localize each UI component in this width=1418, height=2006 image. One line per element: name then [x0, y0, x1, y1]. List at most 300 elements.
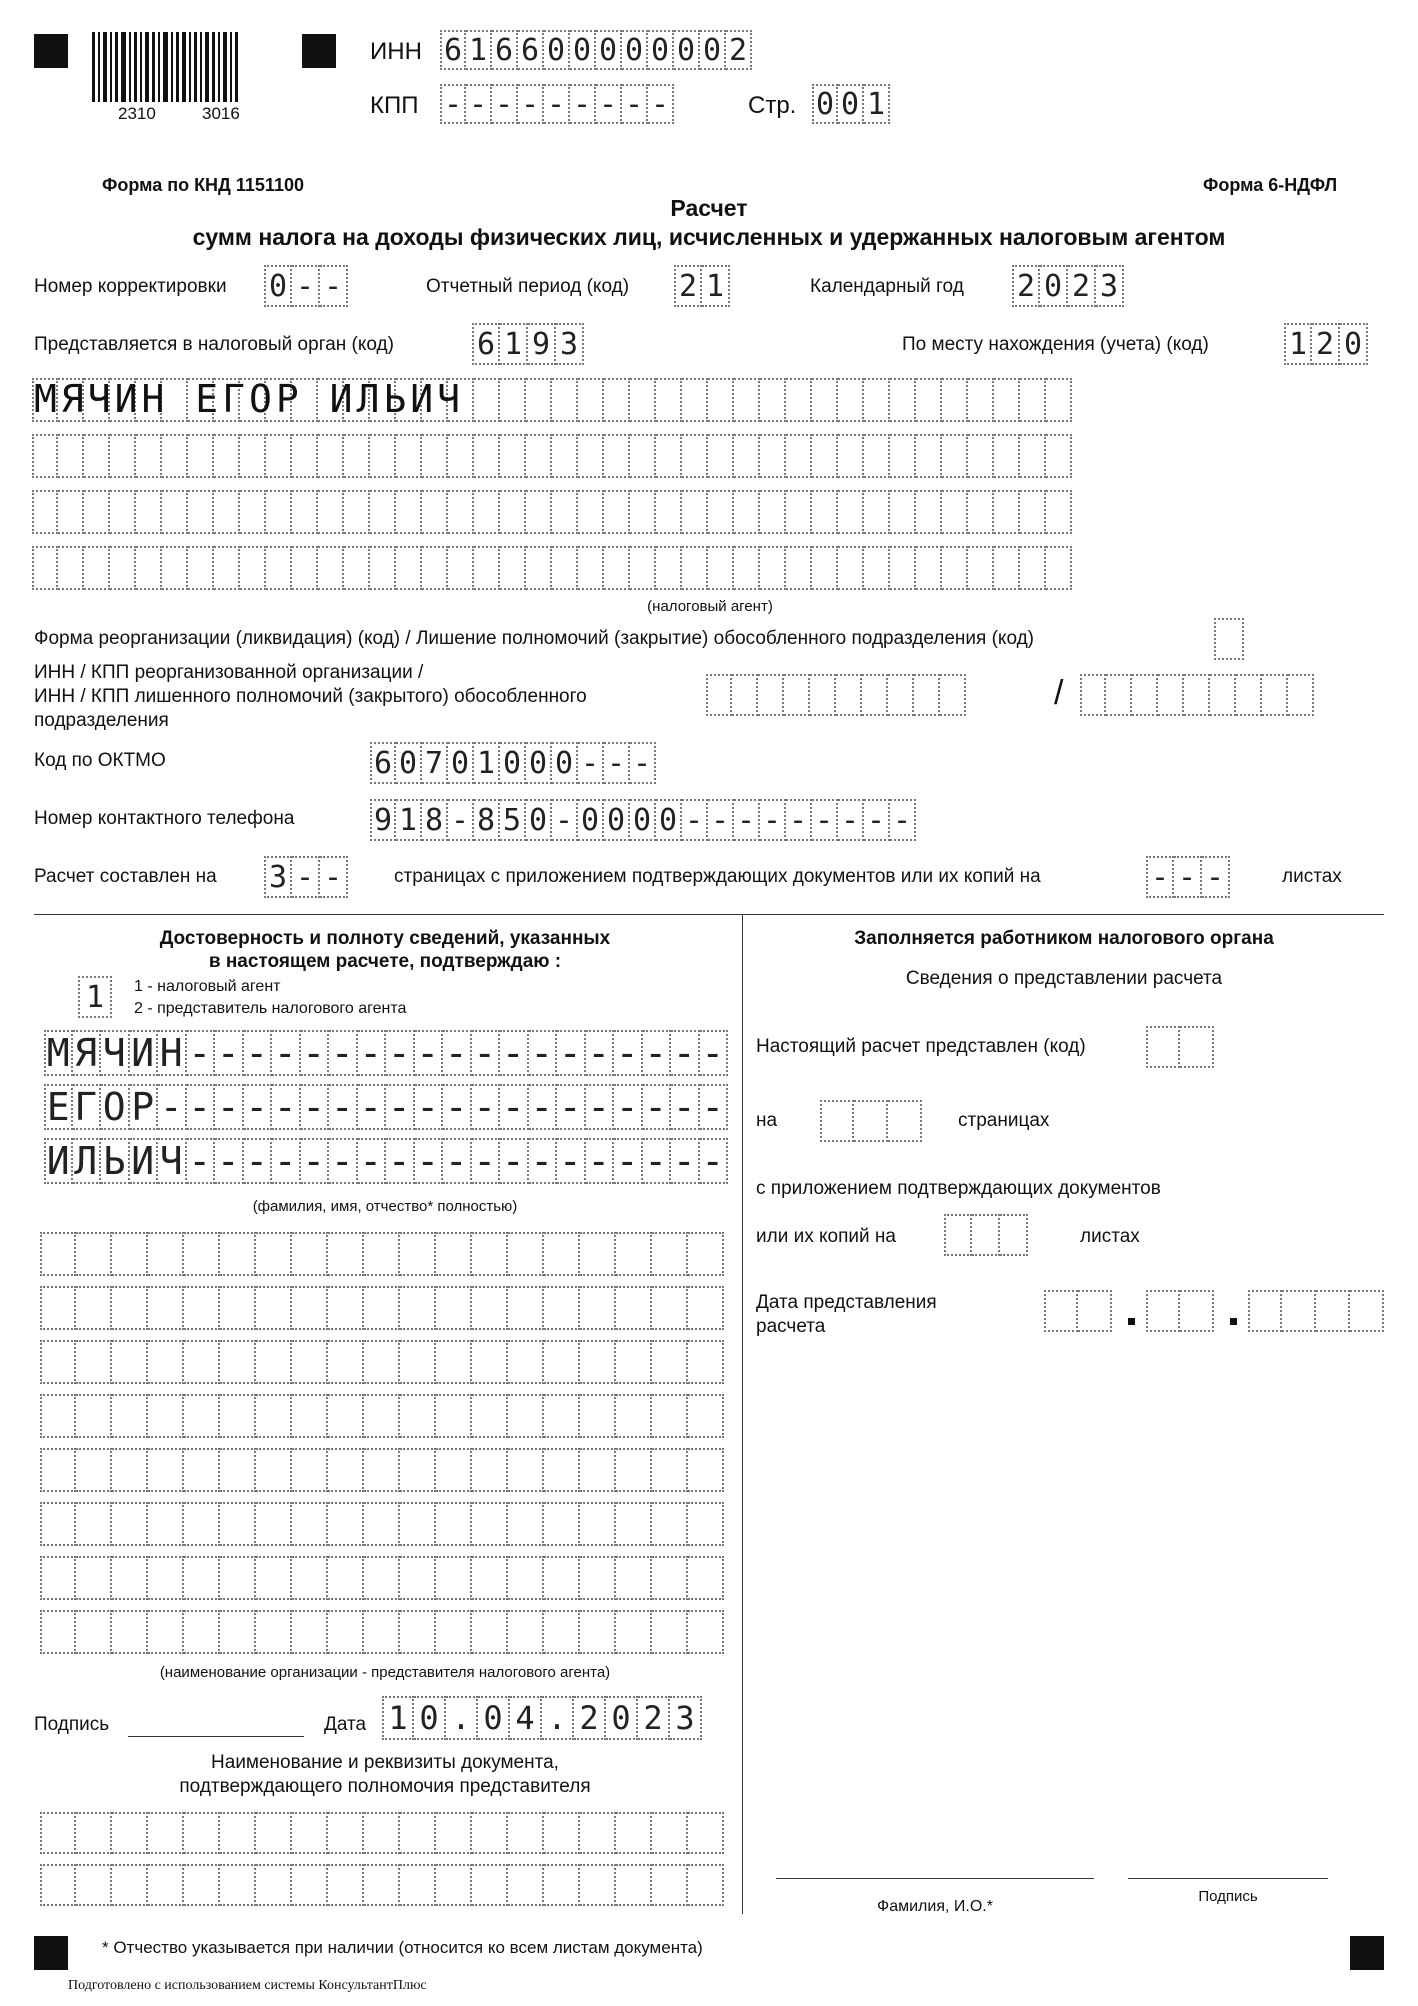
char-cell	[472, 1864, 508, 1906]
char-cell	[864, 434, 890, 478]
char-cell: -	[518, 84, 544, 124]
char-cell	[436, 1232, 472, 1276]
char-cell	[616, 1232, 652, 1276]
char-cell: -	[215, 1084, 244, 1130]
char-cell	[474, 546, 500, 590]
char-cell: -	[1146, 856, 1174, 898]
char-cell	[526, 490, 552, 534]
char-cell	[256, 1610, 292, 1654]
char-cell	[400, 1502, 436, 1546]
char-cell	[526, 434, 552, 478]
char-cell: -	[700, 1138, 729, 1184]
barcode-bar	[200, 32, 202, 102]
char-cell	[184, 1394, 220, 1438]
barcode-bar	[189, 32, 191, 102]
char-cell	[188, 546, 214, 590]
char-cell	[188, 490, 214, 534]
char-cell: 0	[838, 84, 864, 124]
org-row-6	[40, 1502, 724, 1546]
phone-label: Номер контактного телефона	[34, 808, 295, 829]
char-cell	[436, 1394, 472, 1438]
char-cell	[1158, 674, 1184, 716]
char-cell	[400, 1864, 436, 1906]
char-cell	[472, 1502, 508, 1546]
char-cell: 9	[528, 323, 556, 365]
char-cell: -	[643, 1084, 672, 1130]
char-cell	[370, 490, 396, 534]
char-cell	[220, 1610, 256, 1654]
char-cell	[112, 1556, 148, 1600]
char-cell: -	[215, 1030, 244, 1076]
char-cell	[580, 1448, 616, 1492]
char-cell: -	[301, 1138, 330, 1184]
char-cell	[820, 1100, 854, 1142]
oktmo-label: Код по ОКТМО	[34, 750, 166, 771]
char-cell	[968, 434, 994, 478]
char-cell	[256, 1556, 292, 1600]
kpp-label: КПП	[370, 92, 419, 119]
char-cell: -	[329, 1030, 358, 1076]
pages-count-field	[264, 856, 348, 898]
char-cell: 1	[1284, 323, 1312, 365]
char-cell	[112, 1502, 148, 1546]
char-cell: -	[578, 742, 604, 784]
sheets-label: листах	[1282, 866, 1342, 887]
char-cell	[472, 1610, 508, 1654]
barcode-bar	[115, 32, 118, 102]
char-cell	[994, 546, 1020, 590]
char-cell	[148, 1864, 184, 1906]
char-cell	[688, 1286, 724, 1330]
char-cell	[942, 490, 968, 534]
char-cell	[688, 1232, 724, 1276]
page-number-field	[812, 84, 890, 124]
char-cell: 0	[596, 30, 622, 70]
org-row-2	[40, 1286, 724, 1330]
char-cell: -	[386, 1084, 415, 1130]
location-label: По месту нахождения (учета) (код)	[902, 334, 1209, 355]
received-sheets-label: листах	[1080, 1226, 1140, 1247]
char-cell: 0	[606, 1696, 638, 1740]
char-cell: -	[158, 1084, 187, 1130]
year-field	[1012, 265, 1124, 307]
form-title: Расчет	[670, 195, 748, 221]
char-cell: -	[272, 1084, 301, 1130]
barcode-bar	[171, 32, 173, 102]
signer-surname-field	[44, 1030, 728, 1076]
submit-date-month	[1146, 1290, 1214, 1332]
char-cell: .	[542, 1696, 574, 1740]
char-cell	[656, 434, 682, 478]
char-cell	[1046, 490, 1072, 534]
char-cell	[292, 1286, 328, 1330]
char-cell: 1	[500, 323, 528, 365]
sign-date-field	[382, 1696, 702, 1740]
char-cell: -	[472, 1030, 501, 1076]
char-cell	[148, 1340, 184, 1384]
char-cell	[184, 1864, 220, 1906]
char-cell	[508, 1864, 544, 1906]
char-cell	[240, 434, 266, 478]
barcode-bar	[230, 32, 232, 102]
reorg-inn-label-3: подразделения	[34, 710, 169, 731]
char-cell	[400, 1448, 436, 1492]
char-cell	[184, 1286, 220, 1330]
char-cell	[544, 1502, 580, 1546]
char-cell	[1248, 1290, 1282, 1332]
char-cell	[474, 378, 500, 422]
char-cell	[968, 490, 994, 534]
char-cell	[344, 546, 370, 590]
char-cell	[76, 1502, 112, 1546]
char-cell	[526, 546, 552, 590]
char-cell	[838, 378, 864, 422]
char-cell	[148, 1232, 184, 1276]
signature-label: Подпись	[34, 1714, 110, 1735]
char-cell	[652, 1232, 688, 1276]
char-cell: -	[272, 1030, 301, 1076]
char-cell	[890, 378, 916, 422]
char-cell	[786, 434, 812, 478]
char-cell	[396, 490, 422, 534]
char-cell	[1046, 434, 1072, 478]
char-cell: 3	[264, 856, 292, 898]
char-cell	[436, 1502, 472, 1546]
char-cell	[760, 434, 786, 478]
char-cell: 0	[630, 799, 656, 841]
char-cell	[266, 546, 292, 590]
form-subtitle: сумм налога на доходы физических лиц, исчисленных и удержанных налоговым агентом	[192, 224, 1226, 250]
char-cell	[364, 1812, 400, 1854]
char-cell	[1262, 674, 1288, 716]
char-cell	[184, 1556, 220, 1600]
char-cell: 1	[702, 265, 730, 307]
corner-marker-bottom-right	[1350, 1936, 1384, 1970]
org-row-5	[40, 1448, 724, 1492]
char-cell: -	[864, 799, 890, 841]
form-name: Форма 6-НДФЛ	[1203, 175, 1338, 195]
char-cell: -	[386, 1138, 415, 1184]
char-cell	[652, 1610, 688, 1654]
phone-field	[370, 799, 916, 841]
reorg-kpp-field	[1080, 674, 1314, 716]
inspector-sign-caption: Подпись	[1198, 1888, 1258, 1905]
char-cell	[812, 378, 838, 422]
reorg-slash: /	[1054, 674, 1064, 712]
char-cell: -	[443, 1030, 472, 1076]
char-cell	[940, 674, 966, 716]
char-cell	[364, 1502, 400, 1546]
inspector-fio-line	[776, 1878, 1094, 1879]
char-cell	[580, 1340, 616, 1384]
page-label: Стр.	[748, 92, 797, 119]
char-cell: -	[557, 1030, 586, 1076]
char-cell: 5	[500, 799, 526, 841]
char-cell: 6	[370, 742, 396, 784]
char-cell: -	[570, 84, 596, 124]
char-cell	[652, 1556, 688, 1600]
char-cell	[76, 1340, 112, 1384]
char-cell	[578, 490, 604, 534]
barcode-bar	[110, 32, 112, 102]
char-cell: -	[760, 799, 786, 841]
char-cell	[760, 490, 786, 534]
char-cell	[838, 434, 864, 478]
char-cell: 0	[1340, 323, 1368, 365]
correction-label: Номер корректировки	[34, 276, 227, 297]
char-cell: -	[557, 1138, 586, 1184]
char-cell: -	[604, 742, 630, 784]
char-cell: -	[292, 856, 320, 898]
signer-option-1: 1 - налоговый агент	[134, 978, 281, 995]
char-cell	[112, 1864, 148, 1906]
char-cell	[328, 1812, 364, 1854]
char-cell	[888, 1100, 922, 1142]
char-cell: -	[329, 1084, 358, 1130]
char-cell: -	[301, 1084, 330, 1130]
char-cell: 2	[1012, 265, 1040, 307]
char-cell	[318, 546, 344, 590]
received-sheets-field	[944, 1214, 1028, 1256]
char-cell	[552, 378, 578, 422]
char-cell	[292, 1610, 328, 1654]
org-caption: (наименование организации - представителя налогового агента)	[159, 1664, 611, 1681]
char-cell	[1106, 674, 1132, 716]
char-cell	[292, 1864, 328, 1906]
char-cell	[112, 1448, 148, 1492]
prepared-by: Подготовлено с использованием системы КонсультантПлюс	[68, 1978, 427, 1993]
char-cell	[112, 1394, 148, 1438]
char-cell	[364, 1864, 400, 1906]
char-cell: -	[244, 1030, 273, 1076]
char-cell	[112, 1610, 148, 1654]
kpp-field	[440, 84, 674, 124]
char-cell	[370, 434, 396, 478]
char-cell	[1184, 674, 1210, 716]
char-cell: -	[529, 1084, 558, 1130]
char-cell: -	[358, 1138, 387, 1184]
char-cell	[1214, 618, 1244, 660]
char-cell	[328, 1340, 364, 1384]
submitted-code-label: Настоящий расчет представлен (код)	[756, 1036, 1086, 1057]
char-cell	[682, 378, 708, 422]
char-cell	[1316, 1290, 1350, 1332]
char-cell	[184, 1340, 220, 1384]
char-cell	[364, 1610, 400, 1654]
char-cell: -	[301, 1030, 330, 1076]
tax-office-section-subheading: Сведения о представлении расчета	[905, 968, 1223, 989]
char-cell	[76, 1610, 112, 1654]
char-cell: 6	[440, 30, 466, 70]
fio-caption: (фамилия, имя, отчество* полностью)	[252, 1198, 518, 1215]
barcode-bar	[145, 32, 149, 102]
char-cell	[1350, 1290, 1384, 1332]
char-cell	[58, 434, 84, 478]
char-cell	[364, 1340, 400, 1384]
char-cell	[422, 434, 448, 478]
char-cell	[292, 1502, 328, 1546]
char-cell	[500, 434, 526, 478]
char-cell: 6	[472, 323, 500, 365]
char-cell	[84, 490, 110, 534]
tax-agent-row-4	[32, 546, 1072, 590]
char-cell	[328, 1864, 364, 1906]
char-cell	[616, 1286, 652, 1330]
char-cell	[40, 1864, 76, 1906]
char-cell	[240, 490, 266, 534]
char-cell	[148, 1448, 184, 1492]
char-cell	[916, 434, 942, 478]
char-cell: -	[630, 742, 656, 784]
char-cell: -	[529, 1030, 558, 1076]
char-cell: -	[187, 1138, 216, 1184]
char-cell	[1180, 1290, 1214, 1332]
char-cell	[838, 490, 864, 534]
char-cell	[328, 1556, 364, 1600]
barcode-bar	[140, 32, 142, 102]
char-cell	[436, 1812, 472, 1854]
pages-mid-text: страницах с приложением подтверждающих документов или их копий на	[394, 866, 1041, 887]
char-cell: -	[443, 1138, 472, 1184]
barcode-bar	[194, 32, 197, 102]
char-cell: -	[671, 1030, 700, 1076]
char-cell: -	[415, 1138, 444, 1184]
char-cell	[40, 1286, 76, 1330]
char-cell: -	[614, 1030, 643, 1076]
char-cell	[652, 1502, 688, 1546]
char-cell	[292, 1448, 328, 1492]
char-cell	[472, 1286, 508, 1330]
char-cell: 2	[638, 1696, 670, 1740]
char-cell	[688, 1556, 724, 1600]
inn-label: ИНН	[370, 38, 422, 65]
char-cell	[760, 378, 786, 422]
char-cell	[40, 1394, 76, 1438]
char-cell: -	[614, 1084, 643, 1130]
char-cell: 1	[864, 84, 890, 124]
barcode-bar	[163, 32, 168, 102]
barcode-bar	[103, 32, 107, 102]
org-row-8	[40, 1610, 724, 1654]
char-cell	[1046, 378, 1072, 422]
char-cell	[652, 1286, 688, 1330]
char-cell: 3	[670, 1696, 702, 1740]
char-cell	[220, 1556, 256, 1600]
char-cell	[364, 1232, 400, 1276]
char-cell: -	[500, 1084, 529, 1130]
char-cell	[1020, 490, 1046, 534]
char-cell: 1	[382, 1696, 414, 1740]
char-cell	[110, 546, 136, 590]
char-cell	[400, 1232, 436, 1276]
char-cell	[508, 1448, 544, 1492]
char-cell	[292, 546, 318, 590]
char-cell: -	[586, 1030, 615, 1076]
char-cell	[1288, 674, 1314, 716]
correction-number-field	[264, 265, 348, 307]
period-code-field	[674, 265, 730, 307]
char-cell: -	[622, 84, 648, 124]
char-cell: 1	[78, 976, 112, 1018]
char-cell	[474, 490, 500, 534]
char-cell	[162, 546, 188, 590]
char-cell: -	[544, 84, 570, 124]
char-cell: И	[130, 1030, 159, 1076]
char-cell	[604, 434, 630, 478]
char-cell: 0	[396, 742, 422, 784]
char-cell: 0	[656, 799, 682, 841]
char-cell	[364, 1448, 400, 1492]
tax-agent-name: МЯЧИН ЕГОР ИЛЬИЧ	[34, 377, 465, 421]
char-cell	[220, 1340, 256, 1384]
char-cell	[580, 1556, 616, 1600]
char-cell: -	[386, 1030, 415, 1076]
char-cell: 0	[674, 30, 700, 70]
char-cell: 0	[414, 1696, 446, 1740]
char-cell: 2	[674, 265, 702, 307]
attach-label-1: с приложением подтверждающих документов	[756, 1178, 1161, 1199]
char-cell: 0	[1040, 265, 1068, 307]
char-cell	[396, 434, 422, 478]
char-cell	[810, 674, 836, 716]
char-cell	[942, 434, 968, 478]
char-cell: -	[415, 1030, 444, 1076]
barcode-bar	[218, 32, 220, 102]
char-cell	[500, 490, 526, 534]
char-cell	[76, 1556, 112, 1600]
char-cell	[364, 1556, 400, 1600]
signer-name-field	[44, 1084, 728, 1130]
char-cell	[942, 546, 968, 590]
char-cell	[616, 1864, 652, 1906]
char-cell	[732, 674, 758, 716]
char-cell	[544, 1394, 580, 1438]
char-cell	[400, 1394, 436, 1438]
char-cell	[1236, 674, 1262, 716]
char-cell: -	[187, 1030, 216, 1076]
char-cell: -	[812, 799, 838, 841]
char-cell	[500, 546, 526, 590]
org-row-1	[40, 1232, 724, 1276]
char-cell	[688, 1448, 724, 1492]
char-cell	[448, 434, 474, 478]
char-cell: О	[101, 1084, 130, 1130]
corner-marker-top-right	[302, 34, 336, 68]
char-cell	[256, 1812, 292, 1854]
char-cell: 2	[1068, 265, 1096, 307]
char-cell	[472, 1232, 508, 1276]
barcode-bar	[158, 32, 160, 102]
char-cell: 2	[726, 30, 752, 70]
char-cell	[812, 546, 838, 590]
char-cell	[784, 674, 810, 716]
char-cell: -	[443, 1084, 472, 1130]
char-cell	[708, 546, 734, 590]
barcode-bar	[235, 32, 238, 102]
tax-agent-caption: (налоговый агент)	[647, 598, 773, 615]
char-cell: 0	[478, 1696, 510, 1740]
char-cell	[552, 490, 578, 534]
char-cell	[604, 490, 630, 534]
char-cell	[656, 490, 682, 534]
char-cell: И	[44, 1138, 73, 1184]
char-cell: -	[648, 84, 674, 124]
char-cell: 9	[370, 799, 396, 841]
char-cell	[136, 434, 162, 478]
char-cell	[184, 1610, 220, 1654]
char-cell: 8	[422, 799, 448, 841]
char-cell	[604, 378, 630, 422]
